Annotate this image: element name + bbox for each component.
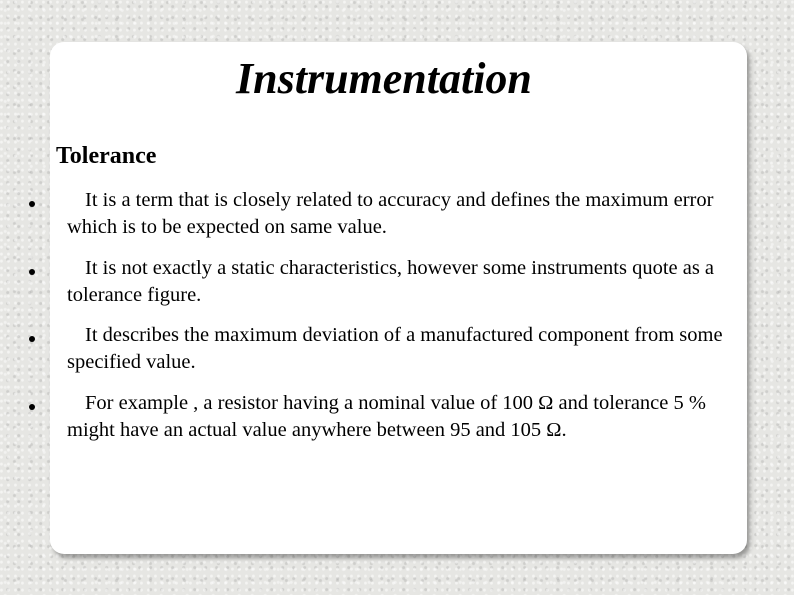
bullet-text: For example , a resistor having a nominal value of 100 Ω and tolerance 5 % might have an actual value anywhere between 95 and 105 Ω. <box>67 392 706 441</box>
section-heading: Tolerance <box>56 143 157 169</box>
bullet-text: It describes the maximum deviation of a manufactured component from some specified value. <box>67 324 723 373</box>
bullet-icon <box>29 269 35 275</box>
bullet-icon <box>29 201 35 207</box>
slide-title: Instrumentation <box>236 54 532 103</box>
bullet-icon <box>29 404 35 410</box>
bullet-icon <box>29 336 35 342</box>
bullet-text: It is not exactly a static characteristics, however some instruments quote as a tolerance figure. <box>67 257 715 306</box>
bullet-text: It is a term that is closely related to accuracy and defines the maximum error which is to be expected on same value. <box>67 189 714 238</box>
